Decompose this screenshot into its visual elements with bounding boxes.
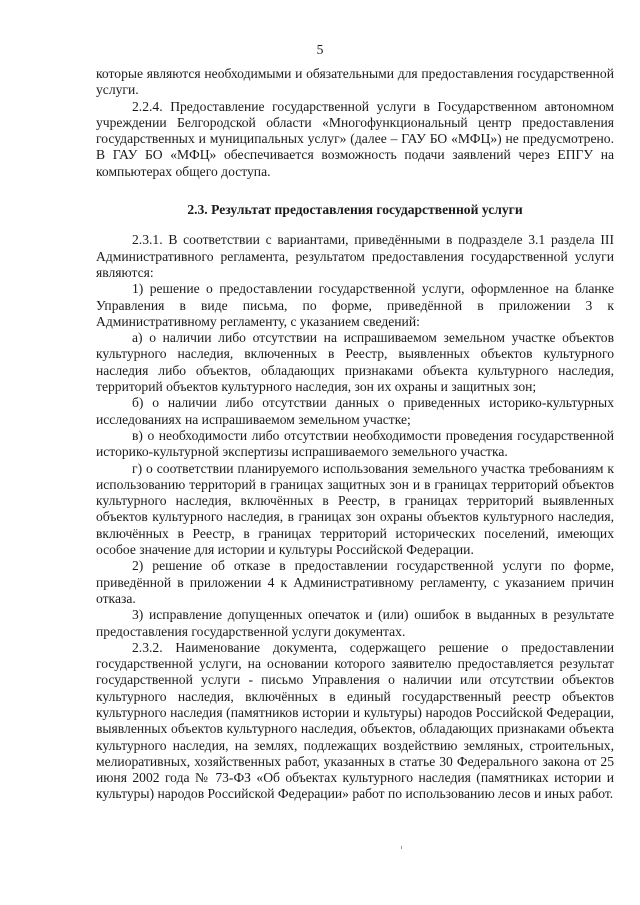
paragraph-2-2-4: 2.2.4. Предоставление государственной услуги в Государственном автономном учреждении Белгородской области «Многофункциональный центр предоставления государственных и муниципальных услуг» (далее – ГАУ БО «МФЦ») не предусмотрено. В ГАУ БО «МФЦ» обеспечивается возможность подачи заявлений через ЕПГУ на компьютерах общего доступа. <box>96 98 614 179</box>
scan-mark <box>401 846 402 849</box>
paragraph-2-3-1: 2.3.1. В соответствии с вариантами, приведёнными в подразделе 3.1 раздела III Административного регламента, результатом предоставления государственной услуги являются: <box>96 232 614 280</box>
paragraph-continuation: которые являются необходимыми и обязательными для предоставления государственной услуги. <box>96 66 614 98</box>
list-item-1: 1) решение о предоставлении государственной услуги, оформленное на бланке Управления в виде письма, по форме, приведённой в приложении 3 к Административному регламенту, с указанием сведений: <box>96 281 614 329</box>
document-body <box>96 66 614 803</box>
list-item-3: 3) исправление допущенных опечаток и (или) ошибок в выданных в результате предоставления государственной услуги документах. <box>96 607 614 639</box>
list-item-1b: б) о наличии либо отсутствии данных о приведенных историко-культурных исследованиях на испрашиваемом земельном участке; <box>96 395 614 427</box>
list-item-1a: а) о наличии либо отсутствии на испрашиваемом земельном участке объектов культурного наследия, включенных в Реестр, выявленных объектов культурного наследия либо объектов, обладающих признаками объекта культурного наследия, территорий объектов культурного наследия, зон их охраны и защитных зон; <box>96 330 614 395</box>
list-item-1v: в) о необходимости либо отсутствии необходимости проведения государственной историко-культурной экспертизы испрашиваемого земельного участка. <box>96 427 614 460</box>
page-number: 5 <box>316 42 324 57</box>
paragraph-2-3-2: 2.3.2. Наименование документа, содержащего решение о предоставлении государственной услуги, на основании которого заявителю предоставляется результат государственной услуги - письмо Управления о наличии или отсутствии объектов культурного наследия, включённых в единый государственный реестр объектов культурного наследия (памятников истории и культуры) народов Российской Федерации, выявленных объектов культурного наследия, объектов, обладающих признаками объекта культурного наследия, на землях, подлежащих воздействию земляных, строительных, мелиоративных, хозяйственных работ, указанных в статье 30 Федерального закона от 25 июня 2002 года № 73-ФЗ «Об объектах культурного наследия (памятниках истории и культуры) народов Российской Федерации» работ по использованию лесов и иных работ. <box>96 639 614 802</box>
list-item-2: 2) решение об отказе в предоставлении государственной услуги по форме, приведённой в приложении 4 к Административному регламенту, с указанием причин отказа. <box>96 558 614 606</box>
list-item-1g: г) о соответствии планируемого использования земельного участка требованиям к использованию территорий в границах защитных зон и в границах территорий объектов культурного наследия, включённых в Реестр, в границах территорий выявленных объектов культурного наследия, в границах зон охраны объектов культурного наследия, включённых в Реестр, в границах территорий исторических поселений, имеющих особое значение для истории и культуры Российской Федерации. <box>96 460 614 558</box>
section-heading: 2.3. Результат предоставления государственной услуги <box>187 202 523 218</box>
